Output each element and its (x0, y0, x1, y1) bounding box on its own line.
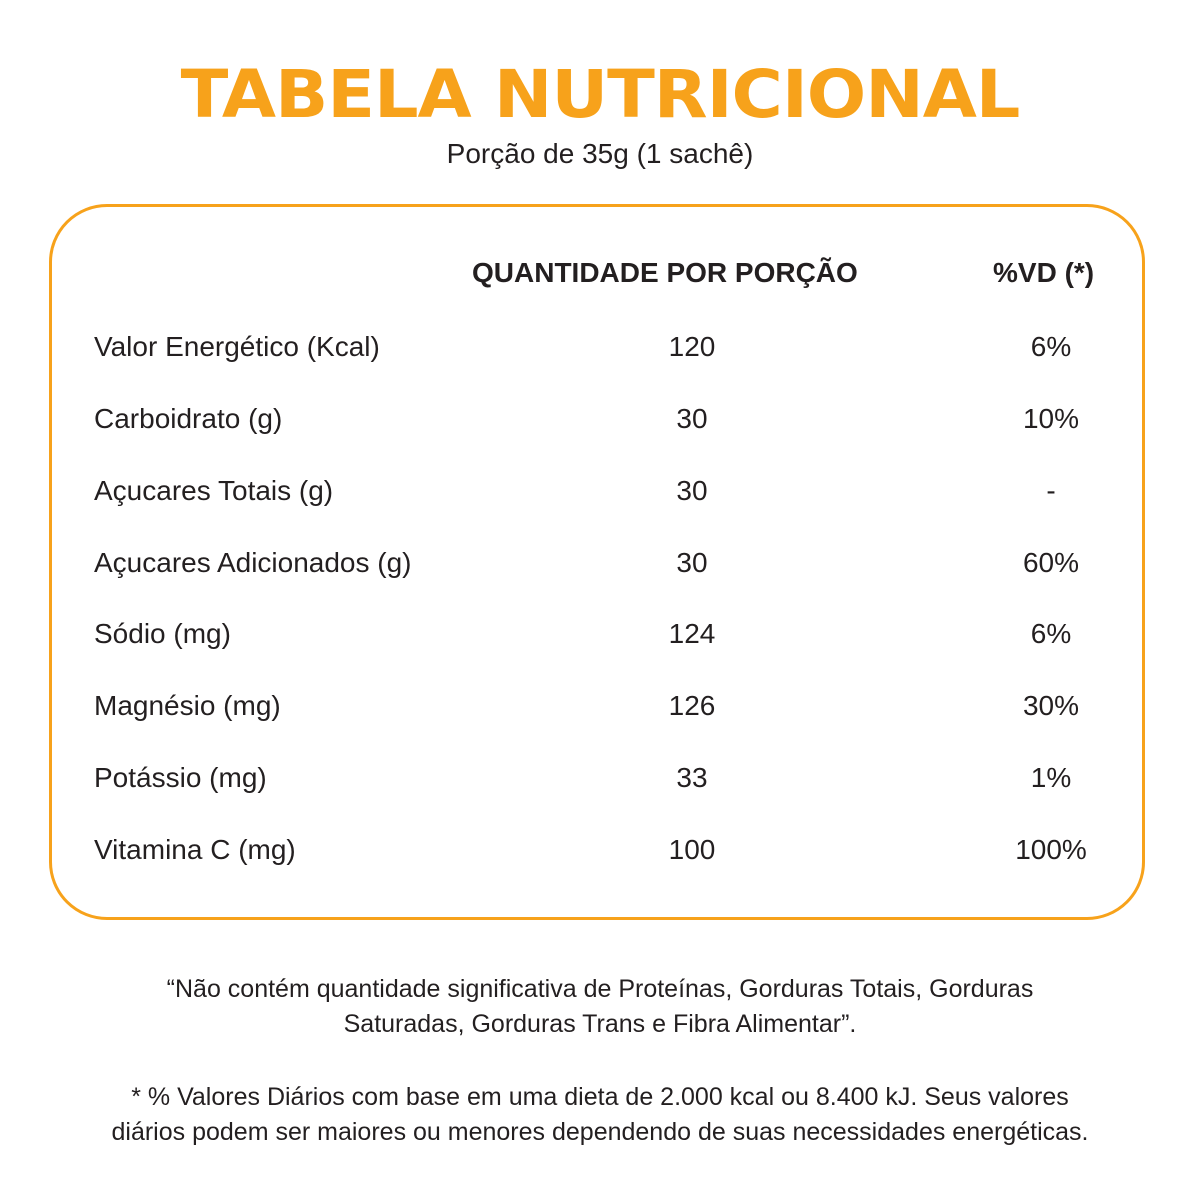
table-row (0, 686, 1200, 726)
nutrient-name: Sódio (mg) (94, 618, 231, 649)
nutrient-daily-value: 100% (1015, 834, 1087, 865)
serving-size: Porção de 35g (1 sachê) (446, 138, 754, 169)
nutrient-quantity: 33 (676, 762, 708, 793)
not-contains-note (0, 972, 1200, 1042)
table-row (0, 471, 1200, 511)
nutrient-daily-value: 10% (1022, 403, 1080, 434)
table-row (0, 758, 1200, 798)
column-header-daily-value: %VD (*) (993, 257, 1095, 288)
not-contains-line-2: Saturadas, Gorduras Trans e Fibra Alimentar”. (343, 1010, 857, 1038)
nutrient-quantity: 30 (676, 547, 708, 578)
daily-values-line-1: * % Valores Diários com base em uma dieta de 2.000 kcal ou 8.400 kJ. Seus valores (131, 1083, 1069, 1111)
nutrient-name: Vitamina C (mg) (94, 834, 296, 865)
not-contains-line-1: “Não contém quantidade significativa de Proteínas, Gorduras Totais, Gorduras (166, 975, 1034, 1003)
table-row (0, 614, 1200, 654)
nutrient-quantity: 30 (676, 403, 708, 434)
nutrient-name: Magnésio (mg) (94, 690, 281, 721)
nutrient-daily-value: 6% (1030, 331, 1072, 362)
nutrient-name: Carboidrato (g) (94, 403, 283, 434)
nutrient-name: Valor Energético (Kcal) (94, 331, 380, 362)
nutrient-quantity: 124 (668, 618, 716, 649)
nutrient-daily-value: 30% (1022, 690, 1080, 721)
nutrient-quantity: 126 (668, 690, 716, 721)
nutrient-name: Açucares Totais (g) (94, 475, 334, 506)
page-title: TABELA NUTRICIONAL (180, 56, 1020, 133)
nutrient-daily-value: 6% (1030, 618, 1072, 649)
daily-values-footnote (0, 1080, 1200, 1150)
nutrient-daily-value: 1% (1030, 762, 1072, 793)
daily-values-line-2: diários podem ser maiores ou menores dependendo de suas necessidades energéticas. (111, 1118, 1089, 1146)
nutrient-name: Açucares Adicionados (g) (94, 547, 412, 578)
nutrient-quantity: 100 (668, 834, 716, 865)
nutrient-daily-value: - (1046, 475, 1056, 506)
table-row (0, 543, 1200, 583)
nutrient-daily-value: 60% (1022, 547, 1080, 578)
column-header-quantity: QUANTIDADE POR PORÇÃO (472, 257, 858, 288)
nutrient-name: Potássio (mg) (94, 762, 267, 793)
table-row (0, 830, 1200, 870)
table-row (0, 399, 1200, 439)
table-row (0, 327, 1200, 367)
nutrient-quantity: 120 (668, 331, 716, 362)
nutrient-quantity: 30 (676, 475, 708, 506)
